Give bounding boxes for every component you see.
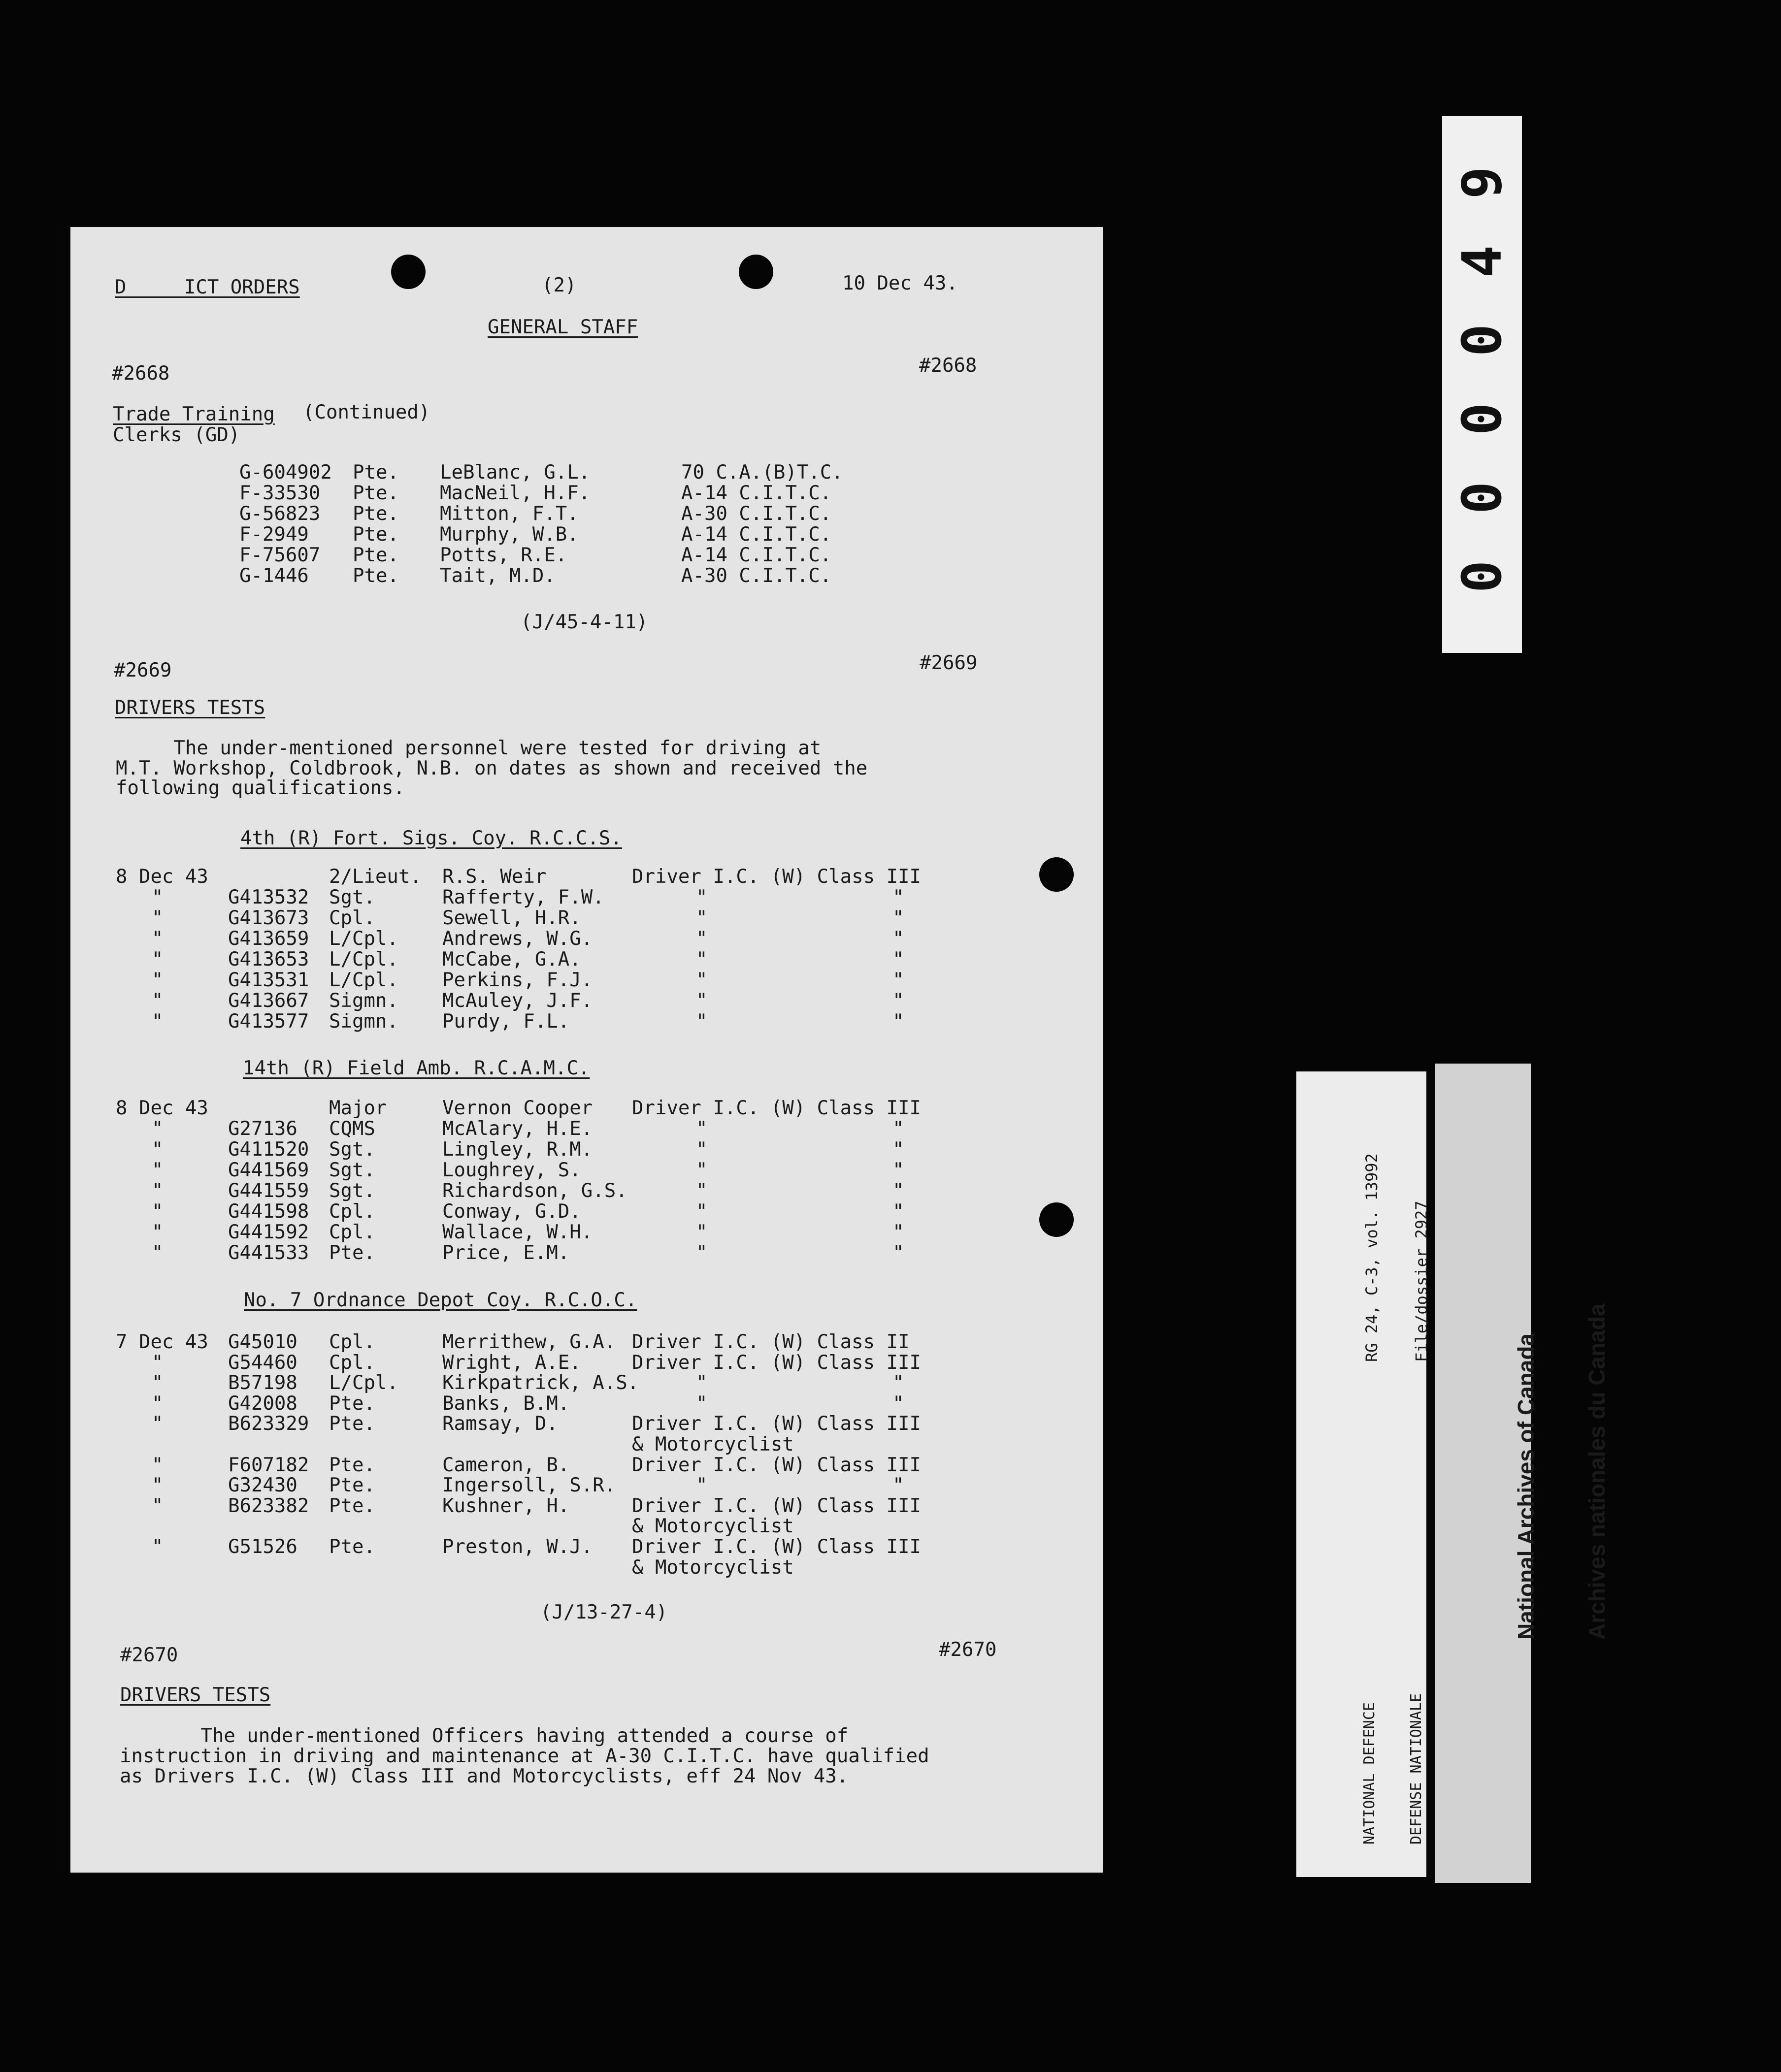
rank: L/Cpl. [329,948,398,971]
test-date: " [152,1180,164,1202]
document-page [70,227,1103,1873]
qualification: Driver I.C. (W) Class III [632,1352,921,1374]
service-number: G32430 [228,1474,297,1496]
archives-line: National Archives of Canada [1513,1333,1539,1640]
person-name: Vernon Cooper [442,1097,593,1119]
person-name: Murphy, W.B. [440,523,579,546]
rank: Pte. [353,503,399,525]
rank: Cpl. [329,1331,375,1353]
frame-digit: 9 [1451,166,1514,199]
qualification: " " [696,1010,904,1033]
training-centre: A-30 C.I.T.C. [681,565,832,587]
paragraph-line: The under-mentioned personnel were tested for driving at [116,737,822,759]
qualification: " " [696,1118,904,1140]
test-date: " [152,1474,164,1496]
training-centre: A-14 C.I.T.C. [681,544,832,566]
file-reference: (J/13-27-4) [540,1601,668,1623]
service-number: G441559 [228,1180,309,1202]
punch-hole [1039,1202,1074,1237]
service-number: B57198 [228,1372,297,1394]
qualification: " " [696,907,904,929]
qualification: " " [696,1372,904,1394]
paragraph-line: The under-mentioned Officers having attended a course of [120,1725,849,1747]
person-name: Kirkpatrick, A.S. [442,1372,639,1394]
qualification: " " [696,1242,904,1264]
rank: 2/Lieut. [329,866,422,888]
person-name: Perkins, F.J. [442,969,593,991]
person-name: McAuley, J.F. [442,990,593,1012]
service-number: G413667 [228,990,309,1012]
service-number: G-1446 [239,565,309,587]
test-date: " [152,1159,164,1181]
person-name: McAlary, H.E. [442,1118,593,1140]
department-line: DEFENSE NATIONALE [1407,1693,1425,1845]
test-date: " [152,948,164,971]
service-number: G42008 [228,1392,297,1415]
department-line: NATIONAL DEFENCE [1361,1702,1378,1845]
test-date: " [152,907,164,929]
service-number: B623382 [228,1495,309,1517]
person-name: Purdy, F.L. [442,1010,570,1033]
qualification: & Motorcyclist [632,1433,794,1456]
test-date: " [152,1242,164,1264]
qualification: & Motorcyclist [632,1556,794,1579]
training-centre: A-30 C.I.T.C. [681,503,832,525]
punch-hole [739,255,773,289]
qualification: " " [696,948,904,971]
rank: Sgt. [329,1138,375,1161]
archives-text [1466,1303,1656,1640]
rank: Pte. [353,482,399,504]
archives-line: Archives nationales du Canada [1584,1303,1610,1640]
qualification: " " [696,1138,904,1161]
person-name: Tait, M.D. [440,565,556,587]
service-number: F-33530 [239,482,321,504]
test-date: " [152,1392,164,1415]
person-name: Loughrey, S. [442,1159,581,1181]
rank: Pte. [353,544,399,566]
test-date: " [152,1372,164,1394]
rank: Cpl. [329,1221,375,1243]
service-number: F-75607 [239,544,321,566]
qualification: " " [696,1474,904,1496]
section-number: #2670 [120,1644,178,1666]
rank: Sgt. [329,1159,375,1181]
person-name: LeBlanc, G.L. [440,461,591,484]
unit-heading: 14th (R) Field Amb. R.C.A.M.C. [243,1057,590,1079]
test-date: " [152,1495,164,1517]
page-number: (2) [542,274,577,296]
service-number: G45010 [228,1331,297,1353]
section-subheading: Clerks (GD) [113,424,240,446]
qualification: " " [696,1159,904,1181]
qualification: " " [696,1221,904,1243]
service-number: G51526 [228,1536,297,1558]
rank: CQMS [329,1118,375,1140]
training-centre: 70 C.A.(B)T.C. [681,461,843,484]
punch-hole [391,255,426,289]
test-date: " [152,1200,164,1223]
person-name: MacNeil, H.F. [440,482,591,504]
qualification: Driver I.C. (W) Class III [632,1536,921,1558]
person-name: Rafferty, F.W. [442,886,604,908]
frame-digit: 0 [1451,402,1514,436]
section-heading: Trade Training [113,403,275,425]
test-date: " [152,1352,164,1374]
qualification: " " [696,1392,904,1415]
rank: Sgt. [329,1180,375,1202]
paragraph-line: M.T. Workshop, Coldbrook, N.B. on dates as shown and received the [116,757,868,779]
service-number: G413531 [228,969,309,991]
section-heading-suffix: (Continued) [303,401,430,423]
test-date: " [152,1536,164,1558]
rank: L/Cpl. [329,1372,398,1394]
person-name: Wallace, W.H. [442,1221,593,1243]
archives-label [1435,1064,1610,1883]
rank: L/Cpl. [329,969,398,991]
paragraph-line: following qualifications. [116,777,405,799]
qualification: " " [696,886,904,908]
test-date: 8 Dec 43 [116,866,208,888]
service-number: B623329 [228,1413,309,1435]
rank: Pte. [329,1242,375,1264]
test-date: " [152,1221,164,1243]
section-heading: DRIVERS TESTS [115,697,265,719]
test-date: " [152,1138,164,1161]
qualification: " " [696,990,904,1012]
person-name: Mitton, F.T. [440,503,579,525]
rank: Cpl. [329,907,375,929]
paragraph-line: instruction in driving and maintenance at A-30 C.I.T.C. have qualified [120,1745,929,1767]
file-reference: (J/45-4-11) [521,611,648,633]
rank: Cpl. [329,1200,375,1223]
person-name: Kushner, H. [442,1495,570,1517]
rank: Cpl. [329,1352,375,1374]
qualification: " " [696,969,904,991]
test-date: " [152,1413,164,1435]
person-name: Richardson, G.S. [442,1180,627,1202]
test-date: 7 Dec 43 [116,1331,208,1353]
service-number: F-2949 [239,523,309,546]
punch-hole [1039,857,1074,892]
service-number: G441592 [228,1221,309,1243]
qualification: Driver I.C. (W) Class III [632,1413,921,1435]
qualification: " " [696,928,904,950]
reference-label [1296,1071,1431,1877]
paragraph-line: as Drivers I.C. (W) Class III and Motorcyclists, eff 24 Nov 43. [120,1765,849,1787]
rank: Pte. [353,565,399,587]
service-number: G411520 [228,1138,309,1161]
service-number: F607182 [228,1454,309,1476]
person-name: Andrews, W.G. [442,928,593,950]
qualification: " " [696,1180,904,1202]
person-name: Wright, A.E. [442,1352,581,1374]
frame-digit: 0 [1451,324,1514,357]
qualification: Driver I.C. (W) Class III [632,866,921,888]
service-number: G413673 [228,907,309,929]
rank: Pte. [329,1454,375,1476]
training-centre: A-14 C.I.T.C. [681,482,832,504]
person-name: Merrithew, G.A. [442,1331,616,1353]
general-staff-heading: GENERAL STAFF [488,316,638,338]
rank: Pte. [329,1413,375,1435]
frame-digit: 0 [1451,481,1514,515]
test-date: " [152,1010,164,1033]
training-centre: A-14 C.I.T.C. [681,523,832,546]
rank: Pte. [353,523,399,546]
service-number: G27136 [228,1118,297,1140]
qualification: " " [696,1200,904,1223]
frame-digit: 0 [1451,560,1514,593]
service-number: G441598 [228,1200,309,1223]
section-number: #2668 [919,355,977,377]
service-number: G413659 [228,928,309,950]
qualification: Driver I.C. (W) Class II [632,1331,910,1353]
service-number: G441533 [228,1242,309,1264]
person-name: Sewell, H.R. [442,907,581,929]
test-date: " [152,886,164,908]
person-name: Preston, W.J. [442,1536,593,1558]
section-number: #2670 [939,1639,997,1661]
reference-line: RG 24, C-3, vol. 13992 [1362,1153,1382,1362]
service-number: G413577 [228,1010,309,1033]
person-name: Conway, G.D. [442,1200,581,1223]
person-name: R.S. Weir [442,866,547,888]
service-number: G413532 [228,886,309,908]
orders-title: D ICT ORDERS [115,276,300,298]
service-number: G413653 [228,948,309,971]
service-number: G54460 [228,1352,297,1374]
qualification: & Motorcyclist [632,1515,794,1537]
person-name: Price, E.M. [442,1242,570,1264]
test-date: " [152,1118,164,1140]
person-name: McCabe, G.A. [442,948,581,971]
qualification: Driver I.C. (W) Class III [632,1097,921,1119]
qualification: Driver I.C. (W) Class III [632,1495,921,1517]
service-number: G441569 [228,1159,309,1181]
rank: Major [329,1097,387,1119]
section-number: #2669 [114,659,172,681]
service-number: G-604902 [239,461,332,484]
rank: Sgt. [329,886,375,908]
rank: Pte. [329,1495,375,1517]
person-name: Cameron, B. [442,1454,570,1476]
unit-heading: 4th (R) Fort. Sigs. Coy. R.C.C.S. [240,827,622,849]
person-name: Banks, B.M. [442,1392,570,1415]
section-number: #2668 [112,362,170,385]
section-number: #2669 [920,652,978,674]
service-number: G-56823 [239,503,321,525]
rank: Pte. [329,1392,375,1415]
rank: Pte. [329,1474,375,1496]
rank: Pte. [353,461,399,484]
rank: Pte. [329,1536,375,1558]
section-heading: DRIVERS TESTS [120,1684,271,1706]
test-date: " [152,1454,164,1476]
rank: L/Cpl. [329,928,398,950]
test-date: " [152,990,164,1012]
person-name: Potts, R.E. [440,544,567,566]
test-date: " [152,928,164,950]
frame-number-strip [1442,116,1522,653]
rank: Sigmn. [329,1010,398,1033]
reference-line: File/dossier 2927 [1412,1200,1431,1362]
test-date: 8 Dec 43 [116,1097,208,1119]
frame-digit: 4 [1451,245,1514,278]
person-name: Lingley, R.M. [442,1138,593,1161]
rank: Sigmn. [329,990,398,1012]
unit-heading: No. 7 Ordnance Depot Coy. R.C.O.C. [244,1289,637,1311]
order-date: 10 Dec 43. [842,272,958,294]
qualification: Driver I.C. (W) Class III [632,1454,921,1476]
test-date: " [152,969,164,991]
person-name: Ingersoll, S.R. [442,1474,616,1496]
person-name: Ramsay, D. [442,1413,558,1435]
